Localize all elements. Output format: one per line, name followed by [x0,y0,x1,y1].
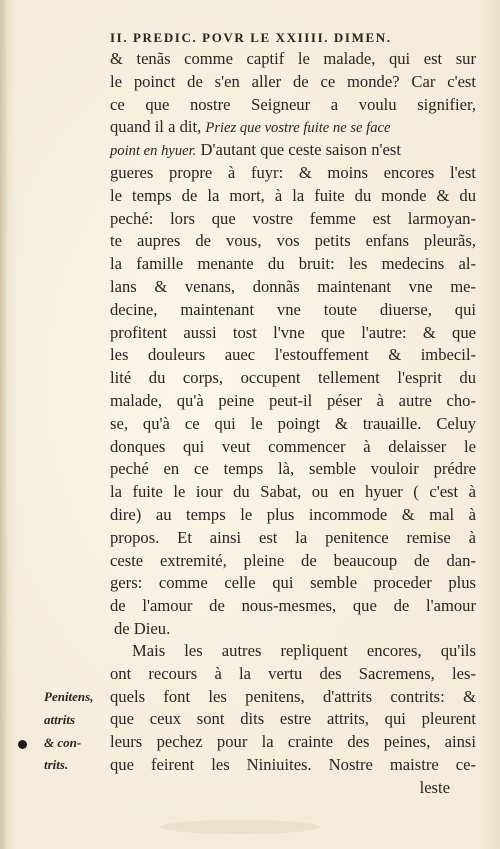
text-line: dire) au temps le plus incommode & mal à [110,504,476,524]
text-line: ont recours à la vertu des Sacremens, les- [110,663,476,683]
text-line: lité du corps, occupent tellement l'esprit du [110,368,476,388]
text-line: de Dieu. [114,618,171,638]
text-line: gueres propre à fuyr: & moins encores l'est [110,162,476,182]
text-line: peché: lors que vostre femme est larmoyan- [110,208,476,228]
text-line: que feirent les Niniuites. Nostre maistre ce- [110,754,476,774]
marginal-note [44,686,112,777]
text-line: ceste extremité, pleine de beaucoup de dan- [110,550,476,570]
text-line: de l'amour de nous-mesmes, que de l'amour [110,596,476,616]
scripture-quote: Priez que vostre fuite ne se face [205,120,391,137]
text-line: la fuite le iour du Sabat, ou en hyuer ( c'est à [110,482,476,502]
text-line: ce que nostre Seigneur a voulu signifier, [110,94,476,114]
catchword: leste [419,777,450,797]
text-line: propos. Et ainsi est la penitence remise à [110,527,476,547]
margin-line: trits. [44,757,69,773]
text-line: les douleurs auec l'estouffement & imbecil- [110,345,476,365]
text-line: malade, qu'à peine peut-il péser à autre cho- [110,390,476,410]
text-line: decine, maintenant vne toute diuerse, qui [110,299,476,319]
text-line: le poinct de s'en aller de ce monde? Car c'est [110,71,476,91]
text-line: peché en ce temps là, semble vouloir prédre [110,459,476,479]
paragraph-1 [110,48,476,641]
text-span: D'autant que ceste saison n'est [196,140,401,160]
text-line: que ceux sont dits estre attrits, qui pleurent [110,709,476,729]
text-line-with-quote [110,116,476,139]
text-span: quand il a dit, [110,117,206,137]
text-line: le temps de la mort, à la fuite du monde & du [110,185,476,205]
text-line: la famille menante du bruit: les medecins al- [110,254,476,274]
text-line: profitent aussi tost l'vne que l'autre: & que [110,322,476,342]
running-header: II. PREDIC. POVR LE XXIIII. DIMEN. [110,30,392,45]
text-line-indent: Mais les autres repliquent encores, qu'ils [132,641,476,660]
margin-line: attrits [44,711,76,727]
margin-line: Penitens, [44,689,94,704]
text-line: & tenãs comme captif le malade, qui est sur [110,49,476,68]
paper-stain [160,820,320,834]
text-line: donques qui veut commencer à delaisser le [110,436,476,456]
scripture-quote-end: point en hyuer. [110,143,197,160]
text-line: gers: comme celle qui semble proceder plus [110,573,476,593]
margin-line: & con- [44,734,82,750]
text-line: te aupres de vous, vos petits enfans pleurãs, [110,231,476,251]
text-line: leurs pechez pour la crainte des peines, ainsi [110,732,476,752]
ink-blot-icon [18,740,27,749]
text-line: lans & venans, donnãs maintenant vne me- [110,276,476,296]
paragraph-2 [110,640,476,800]
text-line-with-quote-end [110,139,476,162]
page-gutter [0,0,8,849]
text-line: quels font les penitens, d'attrits contrits: & [110,686,476,706]
text-line: se, qu'à ce qui le poingt & trauaille. Celuy [110,413,476,433]
